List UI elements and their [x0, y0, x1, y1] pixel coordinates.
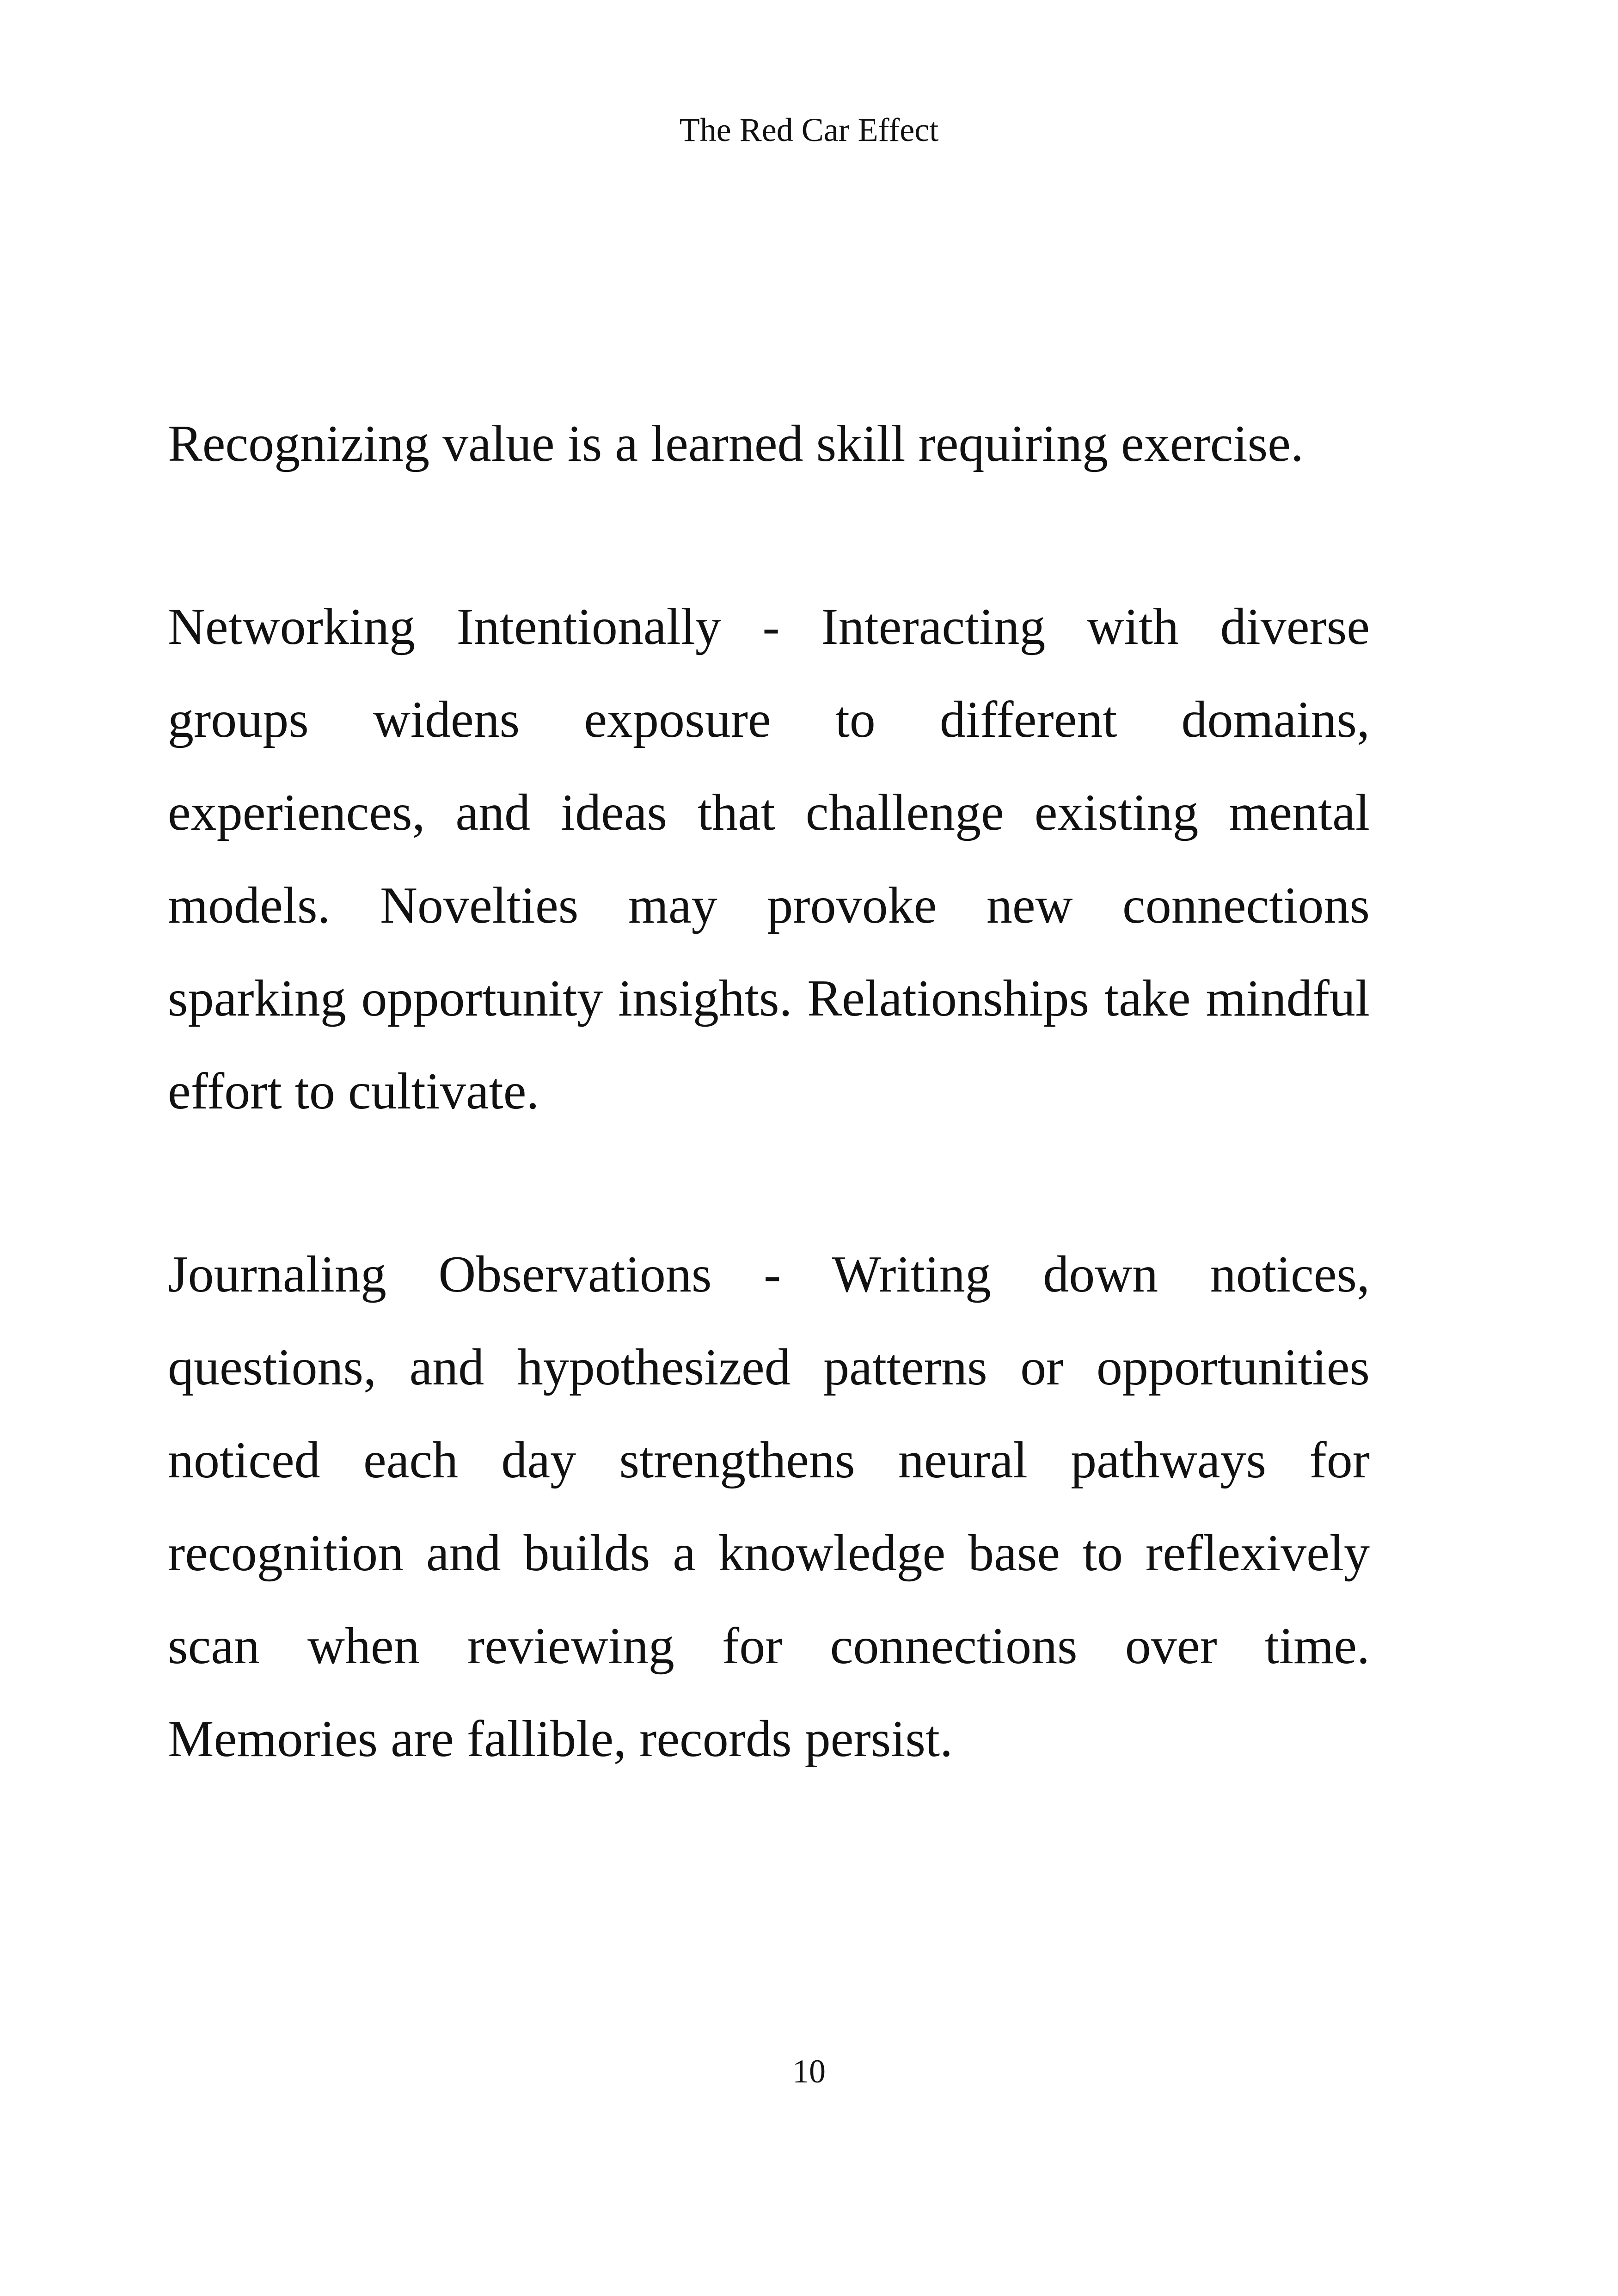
paragraph-journaling-observations: Journaling Observations - Writing down notices, questions, and hypothesized patterns or opportunities noticed each day strengthens neural pathways for recognition and builds a knowledge base to reflexively scan when reviewing for connections over time. Memories are fallible, records persist. [168, 1246, 1370, 1768]
page-number: 10 [792, 2053, 826, 2090]
page-body [168, 398, 1370, 1786]
running-header-title: The Red Car Effect [679, 111, 939, 148]
paragraph-recognizing-value: Recognizing value is a learned skill requiring exercise. [168, 415, 1304, 472]
paragraph-networking-intentionally: Networking Intentionally - Interacting with diverse groups widens exposure to different domains, experiences, and ideas that challenge existing mental models. Novelties may provoke new connections sparking opportunity insights. Relationships take mindful effort to cultivate. [168, 598, 1370, 1120]
